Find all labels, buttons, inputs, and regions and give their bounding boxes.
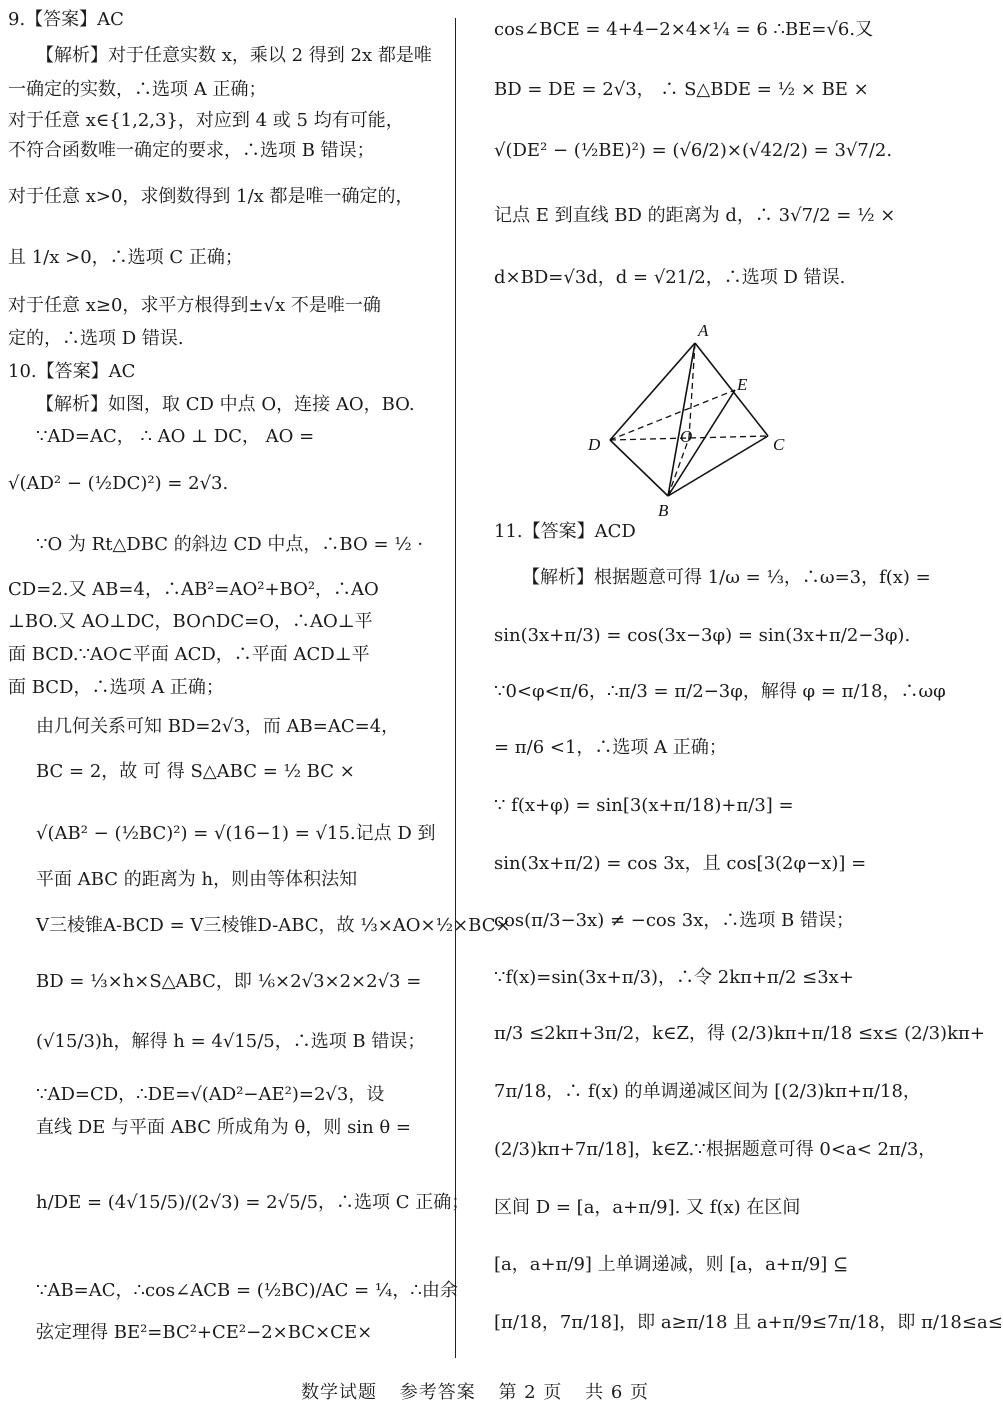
text-line: √(AD² − (½DC)²) = 2√3. (8, 473, 229, 494)
text-line: 面 BCD.∵AO⊂平面 ACD，∴平面 ACD⊥平 (8, 644, 370, 665)
label-A: A (698, 321, 709, 340)
text-line: 弦定理得 BE²=BC²+CE²−2×BC×CE× (36, 1322, 373, 1343)
text-line: cos(π/3−3x) ≠ −cos 3x，∴选项 B 错误； (494, 910, 854, 931)
footer-total: 共 6 页 (585, 1382, 649, 1403)
page-footer (0, 1378, 950, 1404)
text-line: 且 1/x >0，∴选项 C 正确； (8, 247, 243, 268)
text-line: ∵AB=AC，∴cos∠ACB = (½BC)/AC = ¼，∴由余 (36, 1280, 458, 1301)
text-line: sin(3x+π/3) = cos(3x−3φ) = sin(3x+π/2−3φ). (494, 625, 911, 646)
text-line: √(DE² − (½BE)²) = (√6/2)×(√42/2) = 3√7/2. (494, 140, 893, 161)
text-line: BC = 2，故 可 得 S△ABC = ½ BC × (36, 761, 355, 782)
label-E: E (737, 375, 748, 394)
text-line: ⊥BO.又 AO⊥DC，BO∩DC=O，∴AO⊥平 (8, 611, 373, 632)
label-D: D (588, 435, 601, 454)
text-line: cos∠BCE = 4+4−2×4×¼ = 6 ∴BE=√6.又 (494, 19, 874, 40)
text-line: [π/18，7π/18]，即 a≥π/18 且 a+π/9≤7π/18，即 π/18≤a≤ (494, 1312, 1003, 1333)
footer-section: 参考答案 (399, 1382, 476, 1403)
text-line: ∵0<φ<π/6，∴π/3 = π/2−3φ，解得 φ = π/18，∴ωφ (494, 681, 946, 702)
text-line: 【解析】对于任意实数 x，乘以 2 得到 2x 都是唯 (36, 45, 432, 66)
text-line: ∵AD=AC， ∴ AO ⊥ DC， AO = (36, 426, 315, 447)
text-line: BD = ⅓×h×S△ABC，即 ⅙×2√3×2×2√3 = (36, 971, 422, 992)
footer-page: 第 2 页 (498, 1382, 563, 1403)
footer-subject: 数学试题 (300, 1382, 377, 1403)
text-line: (√15/3)h，解得 h = 4√15/5，∴选项 B 错误； (36, 1031, 426, 1052)
label-B: B (658, 501, 669, 520)
text-line: √(AB² − (½BC)²) = √(16−1) = √15.记点 D 到 (36, 823, 436, 844)
text-line: 记点 E 到直线 BD 的距离为 d，∴ 3√7/2 = ½ × (494, 205, 896, 226)
text-line: = π/6 <1，∴选项 A 正确； (494, 737, 727, 758)
text-line: 9.【答案】AC (8, 9, 124, 30)
text-line: ∵O 为 Rt△DBC 的斜边 CD 中点，∴BO = ½ · (36, 534, 424, 555)
text-line: 平面 ABC 的距离为 h，则由等体积法知 (36, 869, 358, 890)
text-line: V三棱锥A-BCD = V三棱锥D-ABC，故 ⅓×AO×½×BC× (36, 915, 511, 936)
text-line: 7π/18，∴ f(x) 的单调递减区间为 [(2/3)kπ+π/18， (494, 1081, 921, 1102)
text-line: 对于任意 x≥0，求平方根得到±√x 不是唯一确 (8, 295, 381, 316)
text-line: ∵ f(x+φ) = sin[3(x+π/18)+π/3] = (494, 795, 794, 816)
text-line: 【解析】如图，取 CD 中点 O，连接 AO，BO. (36, 394, 415, 415)
text-line: d×BD=√3d，d = √21/2，∴选项 D 错误. (494, 267, 846, 288)
text-line: 对于任意 x>0，求倒数得到 1/x 都是唯一确定的， (8, 186, 414, 207)
text-line: [a，a+π/9] 上单调递减，则 [a，a+π/9] ⊆ (494, 1254, 849, 1275)
text-line: 区间 D = [a，a+π/9]. 又 f(x) 在区间 (494, 1197, 801, 1218)
text-line: 11.【答案】ACD (494, 521, 636, 542)
label-O: O (680, 427, 693, 446)
text-line: π/3 ≤2kπ+3π/2，k∈Z，得 (2/3)kπ+π/18 ≤x≤ (2/3)kπ+ (494, 1023, 985, 1044)
text-line: ∵f(x)=sin(3x+π/3)，∴令 2kπ+π/2 ≤3x+ (494, 967, 854, 988)
text-line: 【解析】根据题意可得 1/ω = ⅓，∴ω=3，f(x) = (522, 567, 931, 588)
segment-DE (610, 390, 735, 440)
text-line: 由几何关系可知 BD=2√3，而 AB=AC=4， (36, 716, 400, 737)
tetrahedron-figure (580, 318, 800, 518)
edge-DB (610, 440, 668, 496)
label-C: C (773, 435, 785, 454)
edge-AC (695, 343, 768, 436)
text-line: 对于任意 x∈{1,2,3}，对应到 4 或 5 均有可能， (8, 110, 404, 131)
text-line: (2/3)kπ+7π/18]，k∈Z.∵根据题意可得 0<a< 2π/3， (494, 1139, 937, 1160)
text-line: 直线 DE 与平面 ABC 所成角为 θ，则 sin θ = (36, 1117, 412, 1138)
text-line: 面 BCD，∴选项 A 正确； (8, 677, 224, 698)
text-line: 10.【答案】AC (8, 361, 136, 382)
text-line: 定的，∴选项 D 错误. (8, 328, 184, 349)
text-line: ∵AD=CD，∴DE=√(AD²−AE²)=2√3，设 (36, 1084, 385, 1105)
edge-AD (610, 343, 695, 440)
edge-AB (668, 343, 695, 496)
text-line: CD=2.又 AB=4，∴AB²=AO²+BO²，∴AO (8, 579, 379, 600)
column-divider (455, 18, 456, 1358)
text-line: h/DE = (4√15/5)/(2√3) = 2√5/5，∴选项 C 正确； (36, 1192, 470, 1213)
text-line: 一确定的实数，∴选项 A 正确； (8, 79, 267, 100)
text-line: 不符合函数唯一确定的要求，∴选项 B 错误； (8, 140, 375, 161)
text-line: BD = DE = 2√3， ∴ S△BDE = ½ × BE × (494, 79, 869, 100)
text-line: sin(3x+π/2) = cos 3x，且 cos[3(2φ−x)] = (494, 853, 867, 874)
